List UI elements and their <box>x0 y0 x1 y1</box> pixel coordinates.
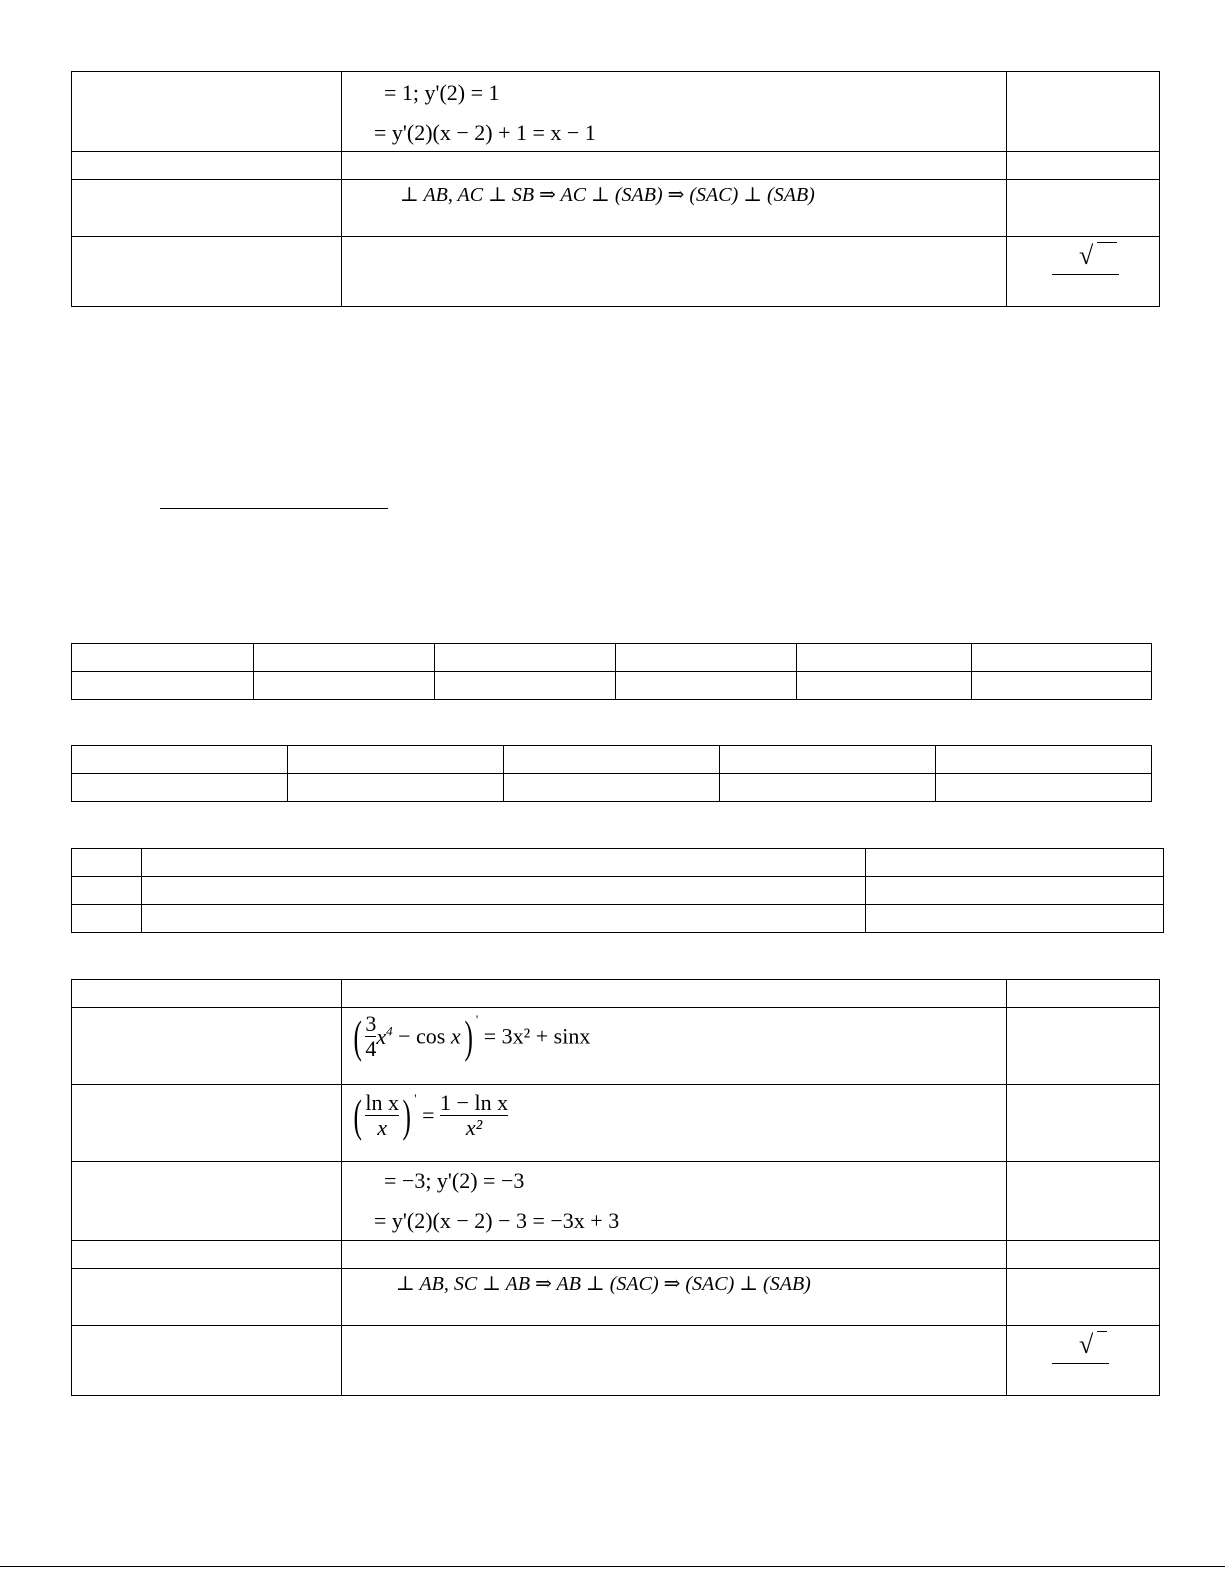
table-row <box>72 877 1164 905</box>
table-cell <box>1007 72 1160 152</box>
table-cell <box>342 72 1007 152</box>
math-line: = y'(2)(x − 2) + 1 = x − 1 <box>374 120 596 145</box>
table-cell <box>342 1269 1007 1326</box>
fraction: $\frac{\text{ln x}}{x}$ <box>365 1090 399 1140</box>
table-row <box>72 672 1152 700</box>
empty-table-5col <box>71 745 1152 802</box>
table-row <box>72 1326 1160 1396</box>
math-line: = −3; y'(2) = −3 <box>384 1168 525 1193</box>
table-cell <box>342 1162 1007 1241</box>
table-row <box>72 1162 1160 1241</box>
math-term: = 3x² + sinx <box>483 1023 591 1049</box>
math-line: = y'(2)(x − 2) − 3 = −3x + 3 <box>374 1208 620 1233</box>
table-cell <box>342 180 1007 237</box>
table-cell: ( $\frac{3}{4}$ $x^4 - \cos x$) ' = 3x² + sinx <box>342 1008 1007 1085</box>
table-row <box>72 1241 1160 1269</box>
answer-table-bottom <box>71 979 1160 1396</box>
table-row <box>72 1008 1160 1085</box>
table-row <box>72 152 1160 180</box>
table-row <box>72 905 1164 933</box>
table-cell <box>1007 1326 1160 1396</box>
table-row <box>72 1085 1160 1162</box>
table-cell: ( $\frac{\text{ln x}}{x}$ ) ' = $\frac{\text{1 − ln x}}{\text{x²}}$ <box>342 1085 1007 1162</box>
table-row <box>72 849 1164 877</box>
table-row <box>72 644 1152 672</box>
sqrt-symbol: √ <box>1079 1330 1094 1359</box>
answer-table-top <box>71 71 1160 307</box>
paren-left: ( <box>353 1089 362 1141</box>
fraction: $\frac{3}{4}$ <box>365 1011 377 1061</box>
sqrt-symbol: √ <box>1079 241 1094 270</box>
empty-table-3col <box>71 848 1164 933</box>
paren-left: ( <box>353 1010 362 1062</box>
table-cell <box>72 72 342 152</box>
table-row <box>72 1269 1160 1326</box>
table-cell <box>1007 237 1160 307</box>
math-line: ⊥ AB, AC ⊥ SB ⇒ AC ⊥ (SAB) ⇒ (SAC) ⊥ (SAB) <box>400 184 815 206</box>
table-row <box>72 746 1152 774</box>
fraction: $\frac{\text{1 − ln x}}{\text{x²}}$ <box>440 1090 509 1140</box>
empty-table-6col <box>71 643 1152 700</box>
paren-right: ) <box>464 1010 473 1062</box>
table-row <box>72 72 1160 152</box>
paren-right: ) <box>402 1089 411 1141</box>
math-term: $x^4$ <box>376 1023 393 1049</box>
table-row <box>72 774 1152 802</box>
math-line: = 1; y'(2) = 1 <box>384 80 500 105</box>
table-row <box>72 980 1160 1008</box>
table-row <box>72 180 1160 237</box>
table-row <box>72 237 1160 307</box>
page-bottom-border <box>0 1566 1225 1567</box>
underline <box>160 508 388 509</box>
math-line: ⊥ AB, SC ⊥ AB ⇒ AB ⊥ (SAC) ⇒ (SAC) ⊥ (SAB) <box>396 1273 811 1295</box>
